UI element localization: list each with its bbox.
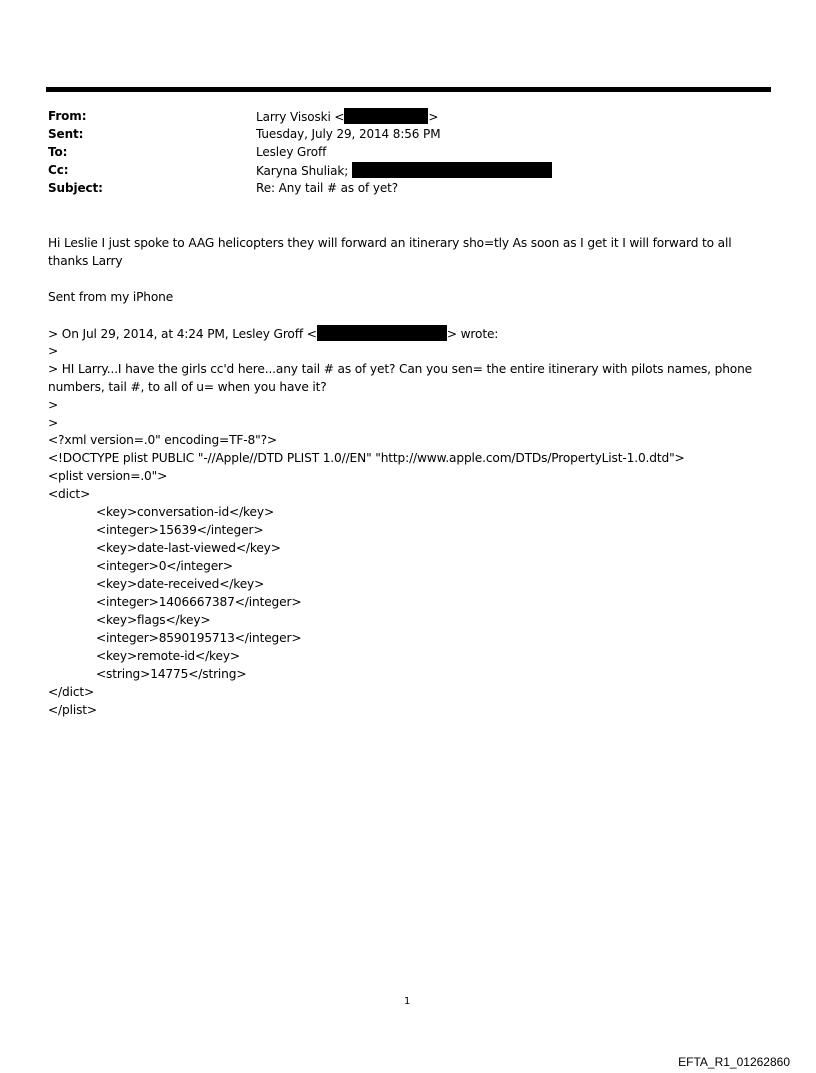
dict-open: <dict>	[48, 487, 91, 501]
cc-name: Karyna Shuliak;	[256, 164, 349, 178]
signature: Sent from my iPhone	[48, 290, 174, 304]
from-value	[256, 108, 438, 125]
body-line: Hi Leslie I just spoke to AAG helicopters they will forward an itinerary sho=tly As soon as I get it I will forward to all	[48, 236, 732, 250]
page-number: 1	[404, 996, 411, 1007]
plist-entry: <string>14775</string>	[96, 667, 247, 681]
subject-label: Subject:	[48, 181, 103, 195]
plist-entry: <key>date-received</key>	[96, 577, 265, 591]
plist-entry: <integer>0</integer>	[96, 559, 233, 573]
quote-line: numbers, tail #, to all of u= when you have it?	[48, 380, 327, 394]
sent-label: Sent:	[48, 127, 84, 141]
cc-label: Cc:	[48, 163, 69, 177]
quote-intro	[48, 325, 498, 342]
quote-line: >	[48, 398, 59, 412]
to-label: To:	[48, 145, 68, 159]
redaction-box	[317, 325, 447, 341]
header-rule	[46, 87, 771, 92]
plist-entry: <key>remote-id</key>	[96, 649, 240, 663]
plist-entry: <integer>8590195713</integer>	[96, 631, 302, 645]
plist-entry: <integer>1406667387</integer>	[96, 595, 302, 609]
plist-xml-decl: <?xml version=.0" encoding=TF-8"?>	[48, 433, 277, 447]
quote-line: > HI Larry...I have the girls cc'd here...any tail # as of yet? Can you sen= the entire itinerary with pilots names, phone	[48, 362, 753, 376]
plist-open: <plist version=.0">	[48, 469, 168, 483]
dict-close: </dict>	[48, 685, 95, 699]
plist-entry: <key>date-last-viewed</key>	[96, 541, 281, 555]
quote-line: >	[48, 416, 59, 430]
cc-value	[256, 162, 552, 179]
plist-entry: <key>conversation-id</key>	[96, 505, 275, 519]
from-tail: >	[428, 110, 439, 124]
sent-value: Tuesday, July 29, 2014 8:56 PM	[256, 127, 441, 141]
bates-number: EFTA_R1_01262860	[678, 1055, 790, 1069]
quote-intro-post: > wrote:	[446, 327, 499, 341]
plist-doctype: <!DOCTYPE plist PUBLIC "-//Apple//DTD PLIST 1.0//EN" "http://www.apple.com/DTDs/PropertyList-1.0.dtd">	[48, 451, 685, 465]
quote-line: >	[48, 344, 59, 358]
plist-entry: <key>flags</key>	[96, 613, 211, 627]
redaction-box	[344, 108, 428, 124]
plist-close: </plist>	[48, 703, 97, 717]
from-label: From:	[48, 109, 87, 123]
quote-intro-pre: > On Jul 29, 2014, at 4:24 PM, Lesley Groff <	[48, 327, 317, 341]
plist-entry: <integer>15639</integer>	[96, 523, 264, 537]
redaction-box	[352, 162, 552, 178]
from-name: Larry Visoski <	[256, 110, 345, 124]
body-line: thanks Larry	[48, 254, 123, 268]
to-value: Lesley Groff	[256, 145, 327, 159]
subject-value: Re: Any tail # as of yet?	[256, 181, 399, 195]
